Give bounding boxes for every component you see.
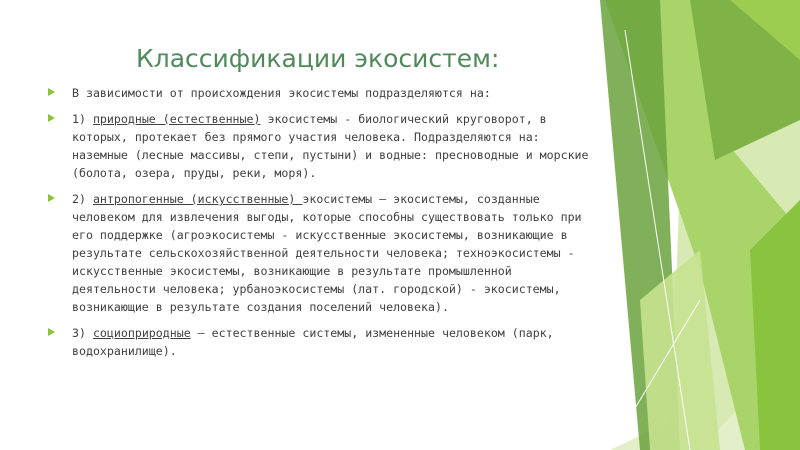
bullet-paragraph-2 — [48, 110, 593, 182]
bullet-paragraph-4 — [48, 324, 593, 360]
paragraph-text: В зависимости от происхождения экосистемы подразделяются на: — [72, 86, 491, 100]
paragraph-term: антропогенные (искусственные) — [92, 192, 303, 206]
paragraph-text: экосистемы - биологический круговорот, в которых, протекает без прямого участия человека. Подразделяются на: наземные (лесные массивы, степи, пустыни) и водные: пресноводные и морские (болота, озера, пруды, реки, моря). — [72, 112, 589, 180]
paragraph-prefix: 1) — [72, 112, 93, 126]
paragraph-prefix: 2) — [72, 192, 93, 206]
paragraph-term: природные (естественные) — [92, 112, 261, 126]
triangle-bullet-icon — [48, 194, 55, 202]
bullet-paragraph-1 — [48, 84, 593, 102]
bullet-paragraph-3 — [48, 190, 593, 316]
paragraph-text: экосистемы – экосистемы, созданные человеком для извлечения выгоды, которые способны существовать только при его поддержке (агроэкосистемы - искусственные экосистемы, возникающие в результате сельскохозяйственной деятельности человека; техноэкосистемы - искусственные экосистемы, возникающие в результате промышленной деятельности человека; урбаноэкосистемы (лат. городской) - экосистемы, возникающие в результате создания поселений человека). — [72, 192, 582, 314]
paragraph-term: социоприродные — [92, 326, 191, 340]
paragraph-prefix: 3) — [72, 326, 93, 340]
slide-body — [48, 84, 593, 368]
triangle-bullet-icon — [48, 328, 55, 336]
triangle-bullet-icon — [48, 114, 55, 122]
triangle-bullet-icon — [48, 88, 55, 96]
paragraph-text: – естественные системы, измененные человеком (парк, водохранилище). — [72, 326, 554, 358]
slide-title: Классификации экосистем: — [136, 44, 500, 73]
